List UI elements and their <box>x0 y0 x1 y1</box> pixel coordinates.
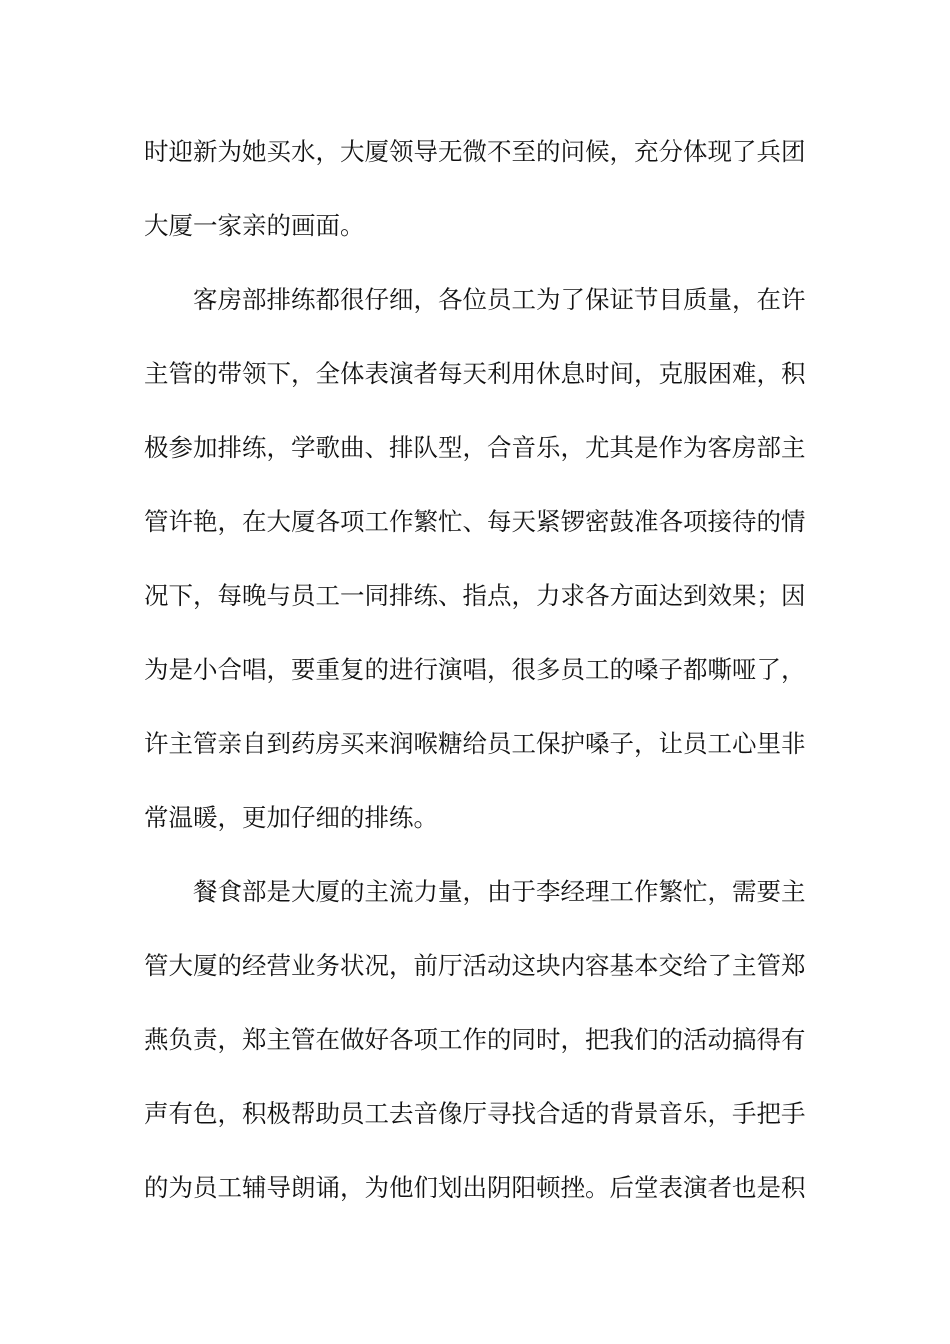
text-line: 燕负责，郑主管在做好各项工作的同时，把我们的活动搞得有 <box>144 1025 806 1054</box>
text-line: 声有色，积极帮助员工去音像厅寻找合适的背景音乐，手把手 <box>144 1099 806 1128</box>
text-line: 大厦一家亲的画面。 <box>144 211 365 240</box>
text-line: 极参加排练，学歌曲、排队型，合音乐，尤其是作为客房部主 <box>144 433 806 462</box>
text-line: 管大厦的经营业务状况，前厅活动这块内容基本交给了主管郑 <box>144 951 806 980</box>
paragraph-first-line: 客房部排练都很仔细，各位员工为了保证节目质量，在许 <box>193 285 806 314</box>
text-line: 管许艳，在大厦各项工作繁忙、每天紧锣密鼓准各项接待的情 <box>144 507 806 536</box>
paragraph-first-line: 餐食部是大厦的主流力量，由于李经理工作繁忙，需要主 <box>193 877 806 906</box>
text-line: 为是小合唱，要重复的进行演唱，很多员工的嗓子都嘶哑了， <box>144 655 806 684</box>
text-line: 常温暖，更加仔细的排练。 <box>144 803 438 832</box>
text-line: 的为员工辅导朗诵，为他们划出阴阳顿挫。后堂表演者也是积 <box>144 1173 806 1202</box>
text-line: 许主管亲自到药房买来润喉糖给员工保护嗓子，让员工心里非 <box>144 729 806 758</box>
text-line: 主管的带领下，全体表演者每天利用休息时间，克服困难，积 <box>144 359 806 388</box>
text-line: 况下，每晚与员工一同排练、指点，力求各方面达到效果；因 <box>144 581 806 610</box>
text-line: 时迎新为她买水，大厦领导无微不至的问候，充分体现了兵团 <box>144 137 806 166</box>
